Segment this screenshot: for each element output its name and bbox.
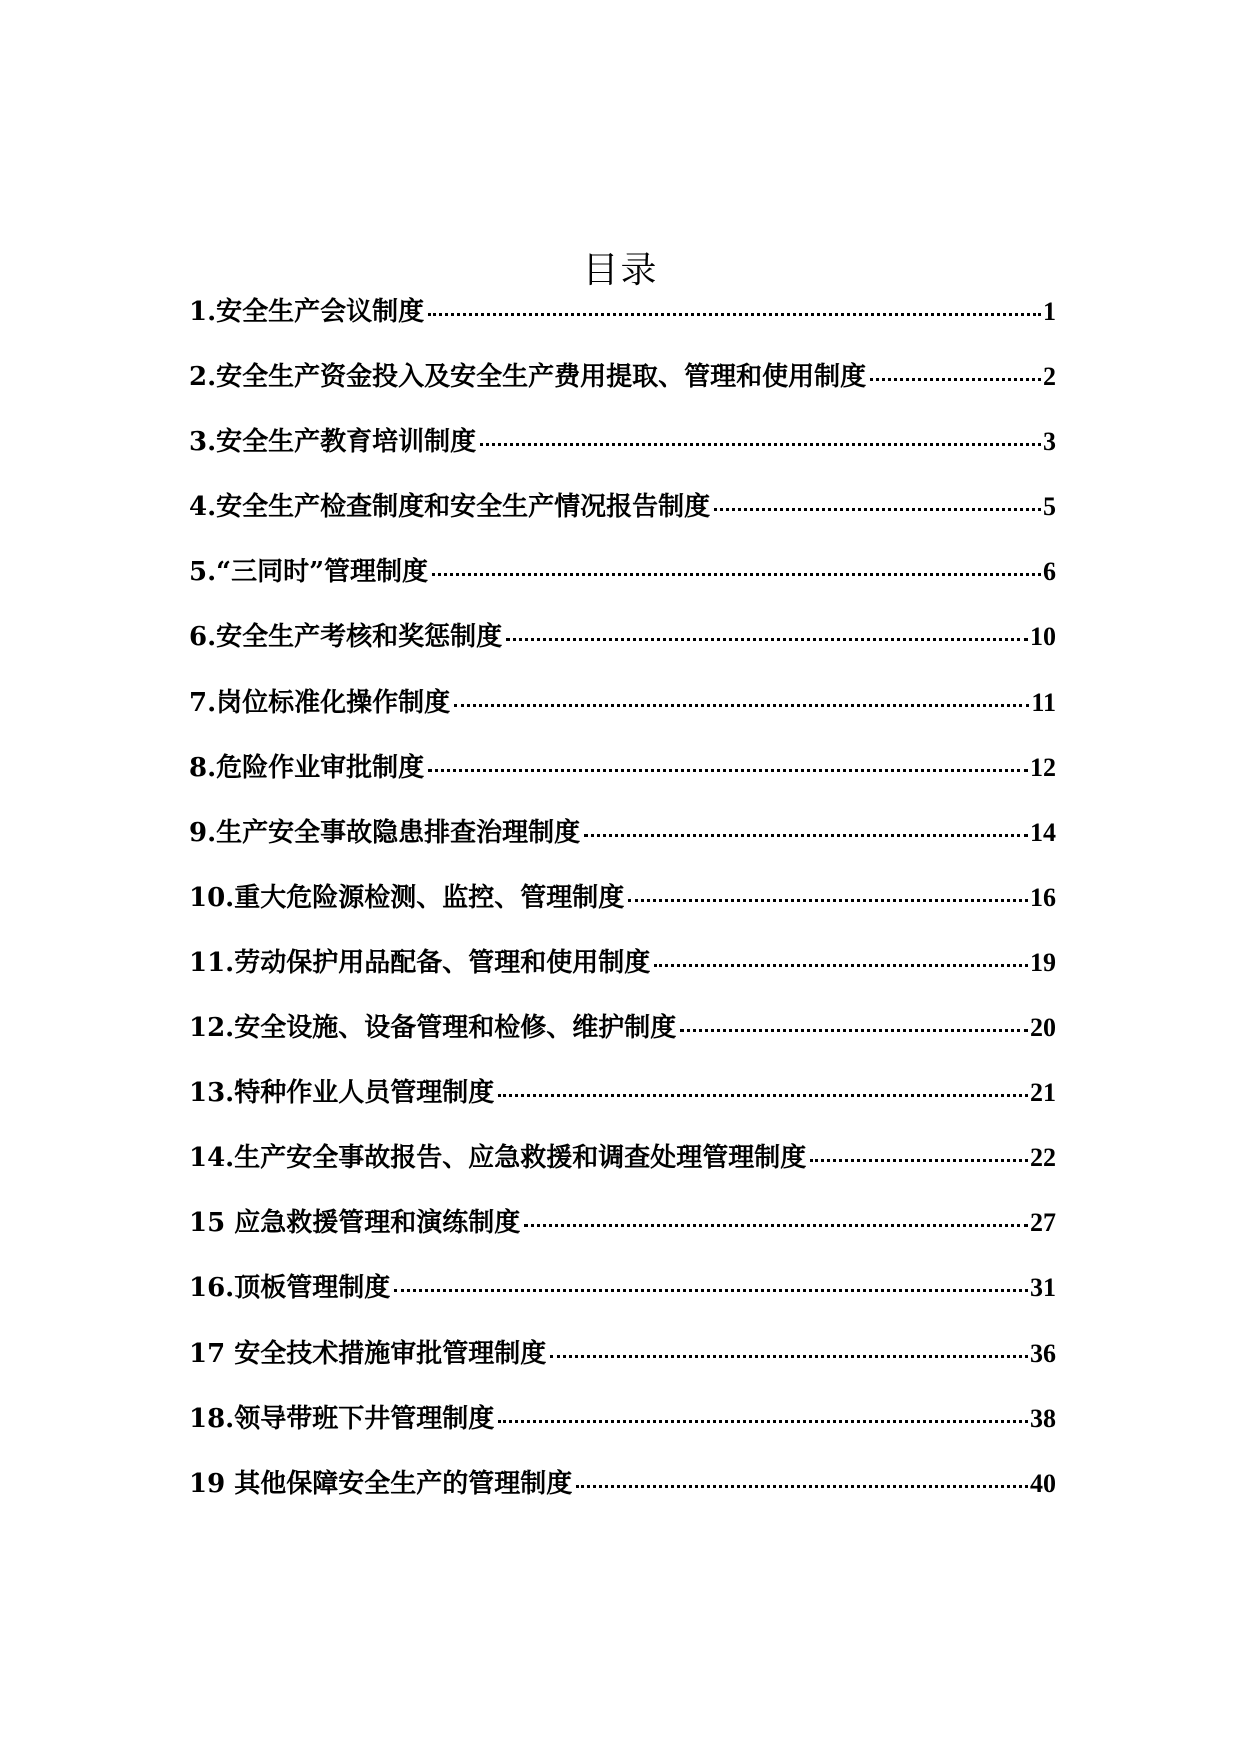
toc-page-number: 21 — [1030, 1078, 1056, 1108]
toc-entry[interactable] — [189, 616, 1056, 681]
toc-entry-label: 17 安全技术措施审批管理制度 — [189, 1338, 547, 1369]
toc-entry[interactable] — [189, 356, 1056, 421]
toc-entry[interactable] — [189, 1463, 1056, 1528]
toc-page-number: 11 — [1031, 687, 1056, 717]
toc-page-number: 16 — [1030, 882, 1056, 912]
toc-dot-leader — [576, 1485, 1028, 1488]
toc-dot-leader — [810, 1159, 1028, 1162]
toc-entry-label: 12.安全设施、设备管理和检修、维护制度 — [189, 1013, 677, 1044]
toc-dot-leader — [506, 638, 1028, 641]
toc-page-number: 10 — [1030, 622, 1056, 652]
toc-entry[interactable] — [189, 747, 1056, 812]
toc-entry[interactable] — [189, 291, 1056, 356]
toc-entry[interactable] — [189, 1007, 1056, 1072]
toc-dot-leader — [628, 899, 1028, 902]
toc-dot-leader — [428, 769, 1028, 772]
toc-list — [189, 291, 1056, 1528]
toc-page-number: 1 — [1043, 297, 1056, 326]
toc-dot-leader — [714, 508, 1041, 511]
toc-dot-leader — [480, 443, 1041, 446]
toc-entry[interactable] — [189, 1072, 1056, 1137]
toc-page-number: 12 — [1030, 752, 1056, 782]
toc-page-number: 2 — [1043, 362, 1056, 392]
toc-dot-leader — [654, 964, 1028, 967]
toc-entry-label: 8.危险作业审批制度 — [189, 752, 425, 783]
toc-dot-leader — [454, 704, 1029, 707]
toc-entry[interactable] — [189, 1398, 1056, 1463]
toc-page-number: 19 — [1030, 947, 1056, 977]
toc-entry-label: 13.特种作业人员管理制度 — [189, 1078, 495, 1109]
toc-page-number: 6 — [1043, 557, 1056, 587]
toc-entry[interactable] — [189, 486, 1056, 551]
toc-entry-label: 16.顶板管理制度 — [189, 1273, 391, 1304]
toc-page-number: 14 — [1030, 817, 1056, 847]
toc-page-number: 3 — [1043, 427, 1056, 457]
toc-dot-leader — [498, 1094, 1028, 1097]
toc-page-number: 5 — [1043, 492, 1056, 522]
toc-entry-label: 11.劳动保护用品配备、管理和使用制度 — [189, 947, 651, 978]
toc-page-number: 27 — [1030, 1208, 1056, 1238]
toc-dot-leader — [870, 378, 1041, 381]
toc-entry-label: 5.“三同时”管理制度 — [189, 557, 429, 588]
toc-page-number: 40 — [1030, 1468, 1056, 1498]
toc-page-number: 36 — [1030, 1338, 1056, 1368]
toc-dot-leader — [432, 573, 1041, 576]
toc-entry[interactable] — [189, 877, 1056, 942]
toc-entry-label: 18.领导带班下井管理制度 — [189, 1403, 495, 1434]
toc-entry[interactable] — [189, 551, 1056, 616]
toc-entry-label: 14.生产安全事故报告、应急救援和调查处理管理制度 — [189, 1143, 807, 1174]
toc-entry-label: 7.岗位标准化操作制度 — [189, 687, 451, 718]
toc-entry-label: 15 应急救援管理和演练制度 — [189, 1208, 521, 1239]
toc-page-number: 20 — [1030, 1013, 1056, 1043]
toc-entry[interactable] — [189, 942, 1056, 1007]
toc-entry[interactable] — [189, 1333, 1056, 1398]
toc-page-number: 31 — [1030, 1273, 1056, 1303]
toc-entry[interactable] — [189, 682, 1056, 747]
toc-entry-label: 10.重大危险源检测、监控、管理制度 — [189, 882, 625, 913]
toc-dot-leader — [394, 1289, 1028, 1292]
toc-entry[interactable] — [189, 1202, 1056, 1267]
toc-entry-label: 6.安全生产考核和奖惩制度 — [189, 622, 503, 653]
toc-entry-label: 3.安全生产教育培训制度 — [189, 427, 477, 458]
toc-dot-leader — [428, 313, 1041, 316]
toc-dot-leader — [584, 834, 1028, 837]
toc-entry[interactable] — [189, 421, 1056, 486]
toc-dot-leader — [524, 1224, 1028, 1227]
toc-entry[interactable] — [189, 812, 1056, 877]
toc-entry-label: 2.安全生产资金投入及安全生产费用提取、管理和使用制度 — [189, 362, 867, 393]
toc-page-number: 22 — [1030, 1143, 1056, 1173]
toc-dot-leader — [680, 1029, 1028, 1032]
toc-entry[interactable] — [189, 1267, 1056, 1332]
toc-entry-label: 1.安全生产会议制度 — [189, 297, 425, 327]
toc-entry-label: 4.安全生产检查制度和安全生产情况报告制度 — [189, 492, 711, 523]
toc-title: 目录 — [582, 250, 659, 292]
toc-dot-leader — [550, 1355, 1028, 1358]
toc-dot-leader — [498, 1420, 1028, 1423]
toc-entry[interactable] — [189, 1137, 1056, 1202]
toc-page-number: 38 — [1030, 1403, 1056, 1433]
toc-entry-label: 19 其他保障安全生产的管理制度 — [189, 1468, 573, 1499]
toc-entry-label: 9.生产安全事故隐患排查治理制度 — [189, 817, 581, 848]
